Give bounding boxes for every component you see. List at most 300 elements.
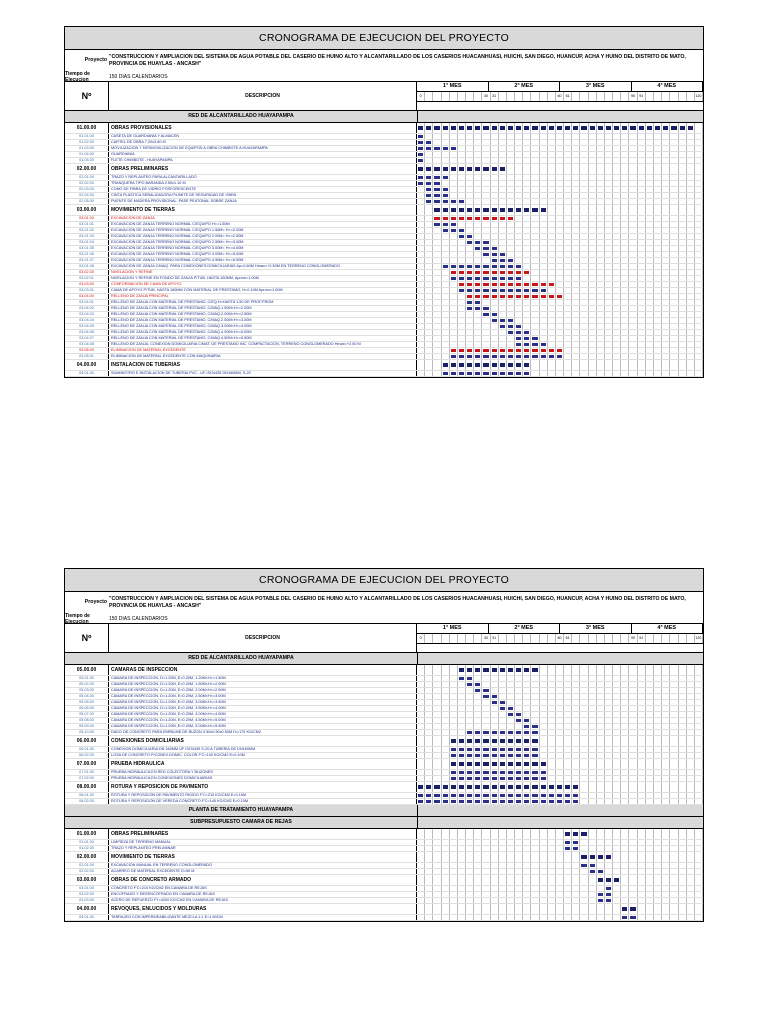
item-code: 01.04.00 <box>65 152 109 157</box>
gantt-cell <box>531 869 539 874</box>
gantt-cell <box>540 312 548 317</box>
gantt-cell <box>548 747 556 752</box>
gantt-cell <box>564 898 572 903</box>
gantt-bar-segment <box>515 736 523 746</box>
gantt-bar-segment <box>458 199 466 204</box>
gantt-cell <box>433 371 441 376</box>
gantt-cell <box>482 869 490 874</box>
gantt-cell <box>433 747 441 752</box>
gantt-cell <box>687 724 695 729</box>
gantt-cell <box>646 886 654 891</box>
gantt-cell <box>638 276 646 281</box>
gantt-cell <box>670 199 678 204</box>
gantt-cell <box>474 694 482 699</box>
gantt-cell <box>523 712 531 717</box>
gantt-cell <box>548 846 556 851</box>
gantt-cell <box>556 324 564 329</box>
gantt-cell <box>531 688 539 693</box>
gantt-cell <box>662 852 670 862</box>
gantt-cell <box>638 682 646 687</box>
gantt-cell <box>589 694 597 699</box>
gantt-cell <box>629 270 637 275</box>
gantt-cell <box>646 300 654 305</box>
gantt-cell <box>425 324 433 329</box>
gantt-cell <box>417 342 425 347</box>
gantt-cell <box>670 306 678 311</box>
gantt-cell <box>638 300 646 305</box>
gantt-bar-segment <box>482 688 490 693</box>
gantt-cell <box>621 205 629 215</box>
gantt-cell <box>433 904 441 914</box>
gantt-bar-segment <box>458 371 466 376</box>
gantt-cell <box>654 246 662 251</box>
gantt-cell <box>507 252 515 257</box>
gantt-cell <box>654 863 662 868</box>
gantt-cell <box>507 342 515 347</box>
gantt-cell <box>572 898 580 903</box>
gantt-cell <box>638 312 646 317</box>
gantt-cell <box>466 336 474 341</box>
gantt-cell <box>638 222 646 227</box>
gantt-cell <box>425 252 433 257</box>
gantt-cell <box>540 665 548 675</box>
gantt-cell <box>482 892 490 897</box>
gantt-bar-segment <box>466 288 474 293</box>
gantt-cell <box>580 793 588 798</box>
gantt-cell <box>433 324 441 329</box>
gantt-cell <box>662 181 670 186</box>
gantt-cell <box>499 187 507 192</box>
gantt-bar-segment <box>466 682 474 687</box>
item-description: RELLENO DE ZANJA CON MATERIAL DE PRESTAMO, C/MAQ.4.50M<H<=5.50M <box>109 336 417 341</box>
gantt-bar-segment <box>433 205 441 215</box>
gantt-cell <box>662 799 670 804</box>
gantt-cell <box>531 199 539 204</box>
gantt-cell <box>597 300 605 305</box>
gantt-cell <box>425 753 433 758</box>
gantt-cell <box>580 718 588 723</box>
gantt-cell <box>670 846 678 851</box>
gantt-cell <box>662 724 670 729</box>
gantt-cell <box>450 246 458 251</box>
gantt-bar-segment <box>458 216 466 221</box>
gantt-cell <box>564 222 572 227</box>
gantt-cell <box>687 134 695 139</box>
gantt-cell <box>433 300 441 305</box>
item-description: PRUEBA HIDRAULICA EN CONEXIONES DOMICILIARIAS <box>109 776 417 781</box>
gantt-cell <box>491 158 499 163</box>
gantt-cell <box>662 793 670 798</box>
gantt-cell <box>523 222 531 227</box>
gantt-bar-segment <box>515 342 523 347</box>
gantt-bar-segment <box>433 175 441 180</box>
gantt-cell <box>564 688 572 693</box>
gantt-cell <box>572 676 580 681</box>
gantt-cell <box>687 776 695 781</box>
gantt-cell <box>458 682 466 687</box>
gantt-cell <box>638 753 646 758</box>
gantt-cell <box>442 688 450 693</box>
gantt-cell <box>662 134 670 139</box>
gantt-bar-segment <box>572 793 580 798</box>
gantt-cell <box>679 270 687 275</box>
gantt-cell <box>589 770 597 775</box>
gantt-bar-segment <box>515 770 523 775</box>
item-description: TARRAJEO CON IMPERMEABILIZANTE MEZCLA 1:1 E=1.50CM <box>109 915 417 920</box>
gantt-bar-track <box>417 222 703 227</box>
gantt-bar-segment <box>564 782 572 792</box>
gantt-cell <box>491 300 499 305</box>
gantt-cell <box>670 793 678 798</box>
gantt-cell <box>670 348 678 353</box>
gantt-bar-segment <box>515 747 523 752</box>
gantt-cell <box>629 164 637 174</box>
gantt-cell <box>580 187 588 192</box>
gantt-cell <box>442 829 450 839</box>
gantt-bar-segment <box>458 288 466 293</box>
gantt-cell <box>458 863 466 868</box>
day-label: 0 <box>417 92 425 101</box>
gantt-cell <box>662 258 670 263</box>
gantt-cell <box>679 852 687 862</box>
gantt-cell <box>679 240 687 245</box>
gantt-bar-segment <box>687 123 695 133</box>
gantt-cell <box>695 782 703 792</box>
gantt-bar-segment <box>466 282 474 287</box>
gantt-bar-segment <box>482 360 490 370</box>
gantt-bar-segment <box>515 753 523 758</box>
item-code: 05.06.00 <box>65 706 109 711</box>
gantt-cell <box>597 706 605 711</box>
gantt-cell <box>491 330 499 335</box>
gantt-cell <box>679 730 687 735</box>
gantt-cell <box>507 246 515 251</box>
gantt-cell <box>654 216 662 221</box>
gantt-bar-track <box>417 770 703 775</box>
gantt-bar-segment <box>531 776 539 781</box>
gantt-cell <box>629 829 637 839</box>
gantt-cell <box>499 840 507 845</box>
gantt-cell <box>442 759 450 769</box>
gantt-cell <box>433 330 441 335</box>
gantt-cell <box>629 747 637 752</box>
gantt-cell <box>450 252 458 257</box>
gantt-cell <box>556 222 564 227</box>
gantt-bar-segment <box>499 318 507 323</box>
gantt-bar-segment <box>499 258 507 263</box>
gantt-cell <box>491 199 499 204</box>
gantt-bar-segment <box>515 264 523 269</box>
gantt-cell <box>442 852 450 862</box>
gantt-bar-segment <box>499 270 507 275</box>
gantt-cell <box>646 270 654 275</box>
gantt-cell <box>638 688 646 693</box>
item-code: 03.01.00 <box>65 216 109 221</box>
gantt-cell <box>679 700 687 705</box>
gantt-cell <box>646 222 654 227</box>
gantt-cell <box>605 869 613 874</box>
gantt-cell <box>564 886 572 891</box>
gantt-cell <box>613 134 621 139</box>
gantt-cell <box>564 869 572 874</box>
gantt-cell <box>425 246 433 251</box>
gantt-bar-segment <box>442 123 450 133</box>
gantt-bar-segment <box>499 747 507 752</box>
gantt-cell <box>589 676 597 681</box>
gantt-cell <box>670 840 678 845</box>
duration-label: Tiempo de Ejecucion <box>65 70 90 83</box>
gantt-cell <box>646 360 654 370</box>
gantt-cell <box>482 336 490 341</box>
gantt-cell <box>621 846 629 851</box>
gantt-cell <box>548 700 556 705</box>
gantt-cell <box>417 300 425 305</box>
gantt-cell <box>589 288 597 293</box>
gantt-bar-segment <box>466 793 474 798</box>
gantt-bar-segment <box>499 799 507 804</box>
gantt-cell <box>654 799 662 804</box>
gantt-bar-segment <box>523 270 531 275</box>
gantt-cell <box>605 222 613 227</box>
gantt-cell <box>433 288 441 293</box>
gantt-cell <box>450 852 458 862</box>
gantt-cell <box>458 330 466 335</box>
gantt-cell <box>507 688 515 693</box>
day-label <box>621 634 629 643</box>
day-label: 30 <box>482 92 490 101</box>
gantt-cell <box>540 840 548 845</box>
gantt-cell <box>589 276 597 281</box>
gantt-cell <box>662 682 670 687</box>
gantt-cell <box>548 706 556 711</box>
gantt-cell <box>638 869 646 874</box>
gantt-cell <box>540 199 548 204</box>
gantt-cell <box>605 312 613 317</box>
sheet-title: CRONOGRAMA DE EJECUCION DEL PROYECTO <box>65 27 703 50</box>
gantt-cell <box>433 158 441 163</box>
gantt-bar-track <box>417 371 703 376</box>
gantt-cell <box>613 676 621 681</box>
gantt-bar-segment <box>491 294 499 299</box>
gantt-cell <box>605 782 613 792</box>
gantt-cell <box>466 330 474 335</box>
gantt-cell <box>589 747 597 752</box>
gantt-cell <box>638 730 646 735</box>
gantt-cell <box>458 140 466 145</box>
gantt-bar-segment <box>531 123 539 133</box>
gantt-cell <box>629 216 637 221</box>
gantt-bar-segment <box>523 288 531 293</box>
item-code: 05.10.00 <box>65 730 109 735</box>
gantt-cell <box>417 354 425 359</box>
gantt-bar-segment <box>507 205 515 215</box>
gantt-cell <box>466 915 474 920</box>
gantt-cell <box>425 240 433 245</box>
item-description: CONEXION DOMICILIARIA DN 160MM UF ISO4435 S-20 A TUBERIA DE DN160MM <box>109 747 417 752</box>
gantt-cell <box>662 371 670 376</box>
gantt-cell <box>507 724 515 729</box>
gantt-cell <box>531 152 539 157</box>
gantt-cell <box>670 371 678 376</box>
gantt-cell <box>629 840 637 845</box>
gantt-cell <box>523 700 531 705</box>
gantt-cell <box>646 134 654 139</box>
gantt-cell <box>638 228 646 233</box>
gantt-bar-segment <box>417 793 425 798</box>
gantt-cell <box>540 736 548 746</box>
gantt-cell <box>515 915 523 920</box>
gantt-cell <box>499 898 507 903</box>
gantt-cell <box>482 228 490 233</box>
gantt-cell <box>621 324 629 329</box>
gantt-cell <box>417 688 425 693</box>
gantt-bar-track <box>417 852 703 862</box>
gantt-bar-track <box>417 175 703 180</box>
gantt-cell <box>597 863 605 868</box>
item-code: 03.05.00 <box>65 348 109 353</box>
gantt-cell <box>425 730 433 735</box>
gantt-bar-segment <box>499 264 507 269</box>
day-label: 91 <box>638 92 646 101</box>
day-label <box>687 634 695 643</box>
gantt-bar-segment <box>458 799 466 804</box>
gantt-cell <box>540 829 548 839</box>
gantt-bar-track <box>417 152 703 157</box>
gantt-cell <box>572 252 580 257</box>
gantt-cell <box>695 330 703 335</box>
gantt-cell <box>556 863 564 868</box>
gantt-cell <box>450 665 458 675</box>
gantt-cell <box>515 318 523 323</box>
gantt-bar-segment <box>458 753 466 758</box>
gantt-cell <box>515 682 523 687</box>
gantt-cell <box>515 724 523 729</box>
gantt-cell <box>638 324 646 329</box>
gantt-bar-segment <box>450 753 458 758</box>
gantt-bar-segment <box>540 123 548 133</box>
gantt-cell <box>425 330 433 335</box>
gantt-cell <box>613 799 621 804</box>
project-block <box>65 50 703 72</box>
item-description: CONCRETO F'C=210 KG/CM2 EN CAMARA DE REJAS <box>109 886 417 891</box>
gantt-cell <box>425 665 433 675</box>
gantt-cell <box>425 306 433 311</box>
gantt-cell <box>621 799 629 804</box>
gantt-cell <box>433 348 441 353</box>
gantt-bar-segment <box>572 829 580 839</box>
gantt-cell <box>442 736 450 746</box>
item-code: 03.00.00 <box>65 875 109 885</box>
gantt-cell <box>597 134 605 139</box>
gantt-bar-track <box>417 324 703 329</box>
gantt-cell <box>556 300 564 305</box>
gantt-cell <box>605 371 613 376</box>
gantt-bar-segment <box>499 700 507 705</box>
gantt-cell <box>474 904 482 914</box>
gantt-bar-segment <box>531 799 539 804</box>
gantt-cell <box>556 840 564 845</box>
gantt-cell <box>499 234 507 239</box>
month-label: 3° MES <box>560 82 632 91</box>
gantt-cell <box>474 676 482 681</box>
gantt-cell <box>629 318 637 323</box>
gantt-cell <box>425 694 433 699</box>
gantt-bar-segment <box>515 371 523 376</box>
gantt-cell <box>679 354 687 359</box>
gantt-cell <box>646 312 654 317</box>
gantt-cell <box>687 318 695 323</box>
gantt-bar-segment <box>507 282 515 287</box>
gantt-cell <box>695 700 703 705</box>
day-label <box>531 92 539 101</box>
item-code: 04.01.00 <box>65 371 109 376</box>
gantt-cell <box>654 753 662 758</box>
gantt-cell <box>572 706 580 711</box>
gantt-cell <box>687 330 695 335</box>
gantt-cell <box>646 371 654 376</box>
day-label <box>580 634 588 643</box>
gantt-cell <box>499 146 507 151</box>
gantt-cell <box>687 718 695 723</box>
item-description: INSTALACION DE TUBERIAS <box>109 360 417 370</box>
gantt-bar-segment <box>507 294 515 299</box>
gantt-cell <box>556 288 564 293</box>
gantt-cell <box>662 234 670 239</box>
gantt-cell <box>466 134 474 139</box>
gantt-bar-track <box>417 336 703 341</box>
gantt-cell <box>654 904 662 914</box>
gantt-bar-segment <box>597 875 605 885</box>
gantt-cell <box>695 840 703 845</box>
gantt-cell <box>572 258 580 263</box>
col-number-header: Nº <box>65 624 109 652</box>
gantt-bar-segment <box>580 123 588 133</box>
gantt-cell <box>433 134 441 139</box>
item-description: CAMARA DE INSPECCION, D=1.20M, E=0.20M, 4.50M<H<=5.00M <box>109 718 417 723</box>
gantt-cell <box>679 840 687 845</box>
gantt-cell <box>515 234 523 239</box>
gantt-cell <box>540 706 548 711</box>
gantt-cell <box>450 140 458 145</box>
gantt-cell <box>613 318 621 323</box>
gantt-cell <box>613 205 621 215</box>
gantt-cell <box>572 240 580 245</box>
gantt-cell <box>589 354 597 359</box>
gantt-cell <box>433 342 441 347</box>
gantt-cell <box>638 193 646 198</box>
gantt-cell <box>572 718 580 723</box>
gantt-bar-segment <box>482 799 490 804</box>
gantt-cell <box>540 146 548 151</box>
gantt-cell <box>491 228 499 233</box>
item-code: 01.01.00 <box>65 840 109 845</box>
gantt-cell <box>458 294 466 299</box>
gantt-cell <box>531 164 539 174</box>
gantt-cell <box>572 146 580 151</box>
gantt-cell <box>433 354 441 359</box>
item-code: 05.05.00 <box>65 700 109 705</box>
gantt-cell <box>450 869 458 874</box>
gantt-cell <box>646 216 654 221</box>
gantt-bar-segment <box>507 276 515 281</box>
item-code: 03.03.01 <box>65 288 109 293</box>
day-label <box>687 92 695 101</box>
gantt-cell <box>548 676 556 681</box>
item-description: MOVILIZACION Y DESMOVILIZACION DE EQUIPOS A OBRA CHIMBOTE A HUAYAPAMPA <box>109 146 417 151</box>
gantt-cell <box>531 228 539 233</box>
gantt-cell <box>572 736 580 746</box>
gantt-cell <box>433 682 441 687</box>
